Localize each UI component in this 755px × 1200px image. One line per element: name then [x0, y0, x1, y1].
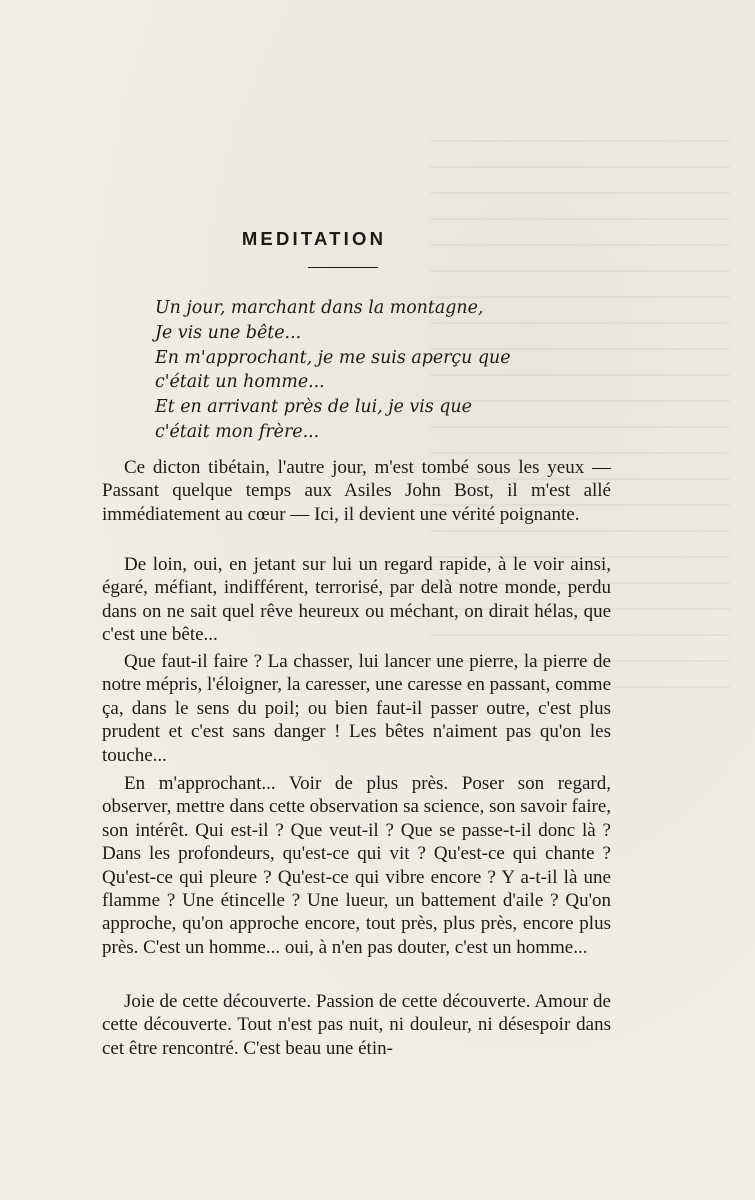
paragraph-1: Ce dicton tibétain, l'autre jour, m'est tombé sous les yeux — Passant quelque temps aux Asiles John Bost, il m'est allé immédiatement au cœur — Ici, il devient une vérité poignante.: [102, 457, 611, 525]
paragraph-5: Joie de cette découverte. Passion de cette découverte. Amour de cette découverte. Tout n'est pas nuit, ni douleur, ni désespoir dans cet être rencontré. C'est beau une étin-: [102, 991, 611, 1059]
poem-line: c'était mon frère...: [155, 421, 320, 442]
poem-block: [155, 296, 625, 445]
paragraph-3: Que faut-il faire ? La chasser, lui lancer une pierre, la pierre de notre mépris, l'éloigner, la caresser, une caresse en passant, comme ça, dans le sens du poil; ou bien faut-il passer outre, c'est plus prudent et c'est sans danger ! Les bêtes n'aiment pas qu'on les touche...: [102, 651, 611, 766]
title-underline: [308, 267, 378, 268]
poem-line: En m'approchant, je me suis aperçu que: [155, 347, 511, 368]
poem-line: Et en arrivant près de lui, je vis que: [155, 397, 472, 418]
paragraph-4: En m'approchant... Voir de plus près. Poser son regard, observer, mettre dans cette observation sa science, son savoir faire, son intérêt. Qui est-il ? Que veut-il ? Que se passe-t-il donc là ? Dans les profondeurs, qu'est-ce qui vit ? Qu'est-ce qui chante ? Qu'est-ce qui pleure ? Qu'est-ce qui vibre encore ? Y a-t-il là une flamme ? Une étincelle ? Une lueur, un battement d'aile ? Qu'on approche, qu'on approche encore, tout près, plus près, encore plus près. C'est un homme... oui, à n'en pas douter, c'est un homme...: [102, 773, 611, 958]
poem-line: Un jour, marchant dans la montagne,: [155, 298, 484, 318]
poem-line: Je vis une bête...: [155, 322, 302, 343]
poem-line: c'était un homme...: [155, 372, 325, 393]
page-title: MEDITATION: [241, 228, 387, 249]
paragraph-2: De loin, oui, en jetant sur lui un regard rapide, à le voir ainsi, égaré, méfiant, indifférent, terrorisé, par delà notre monde, perdu dans on ne sait quel rêve heureux ou méchant, on dirait hélas, que c'est une bête...: [102, 554, 611, 646]
